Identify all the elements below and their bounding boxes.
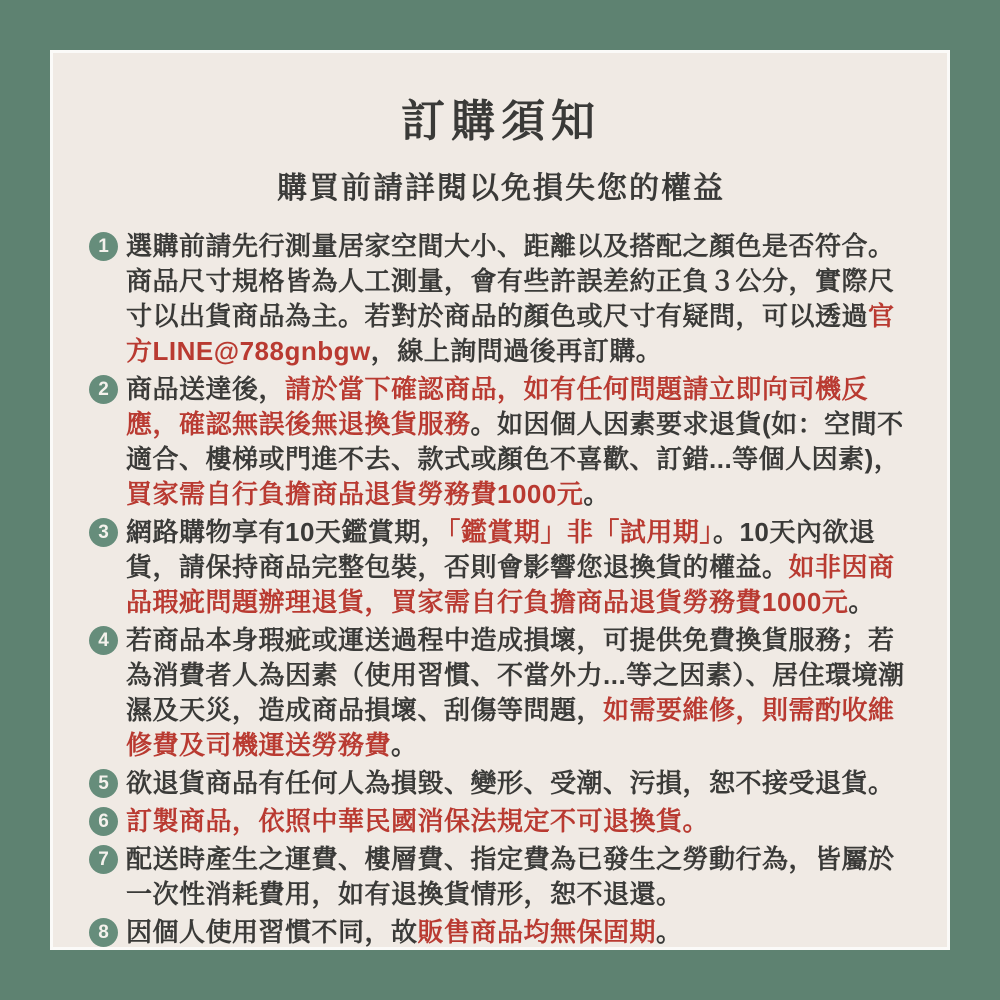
notice-segment: 欲退貨商品有任何人為損毀、變形、受潮、污損，恕不接受退貨。 — [126, 768, 895, 798]
notice-segment: 商品送達後， — [126, 374, 286, 404]
notice-segment: 如需要維修，則需酌收維修費及司機運送勞務費 — [126, 695, 895, 760]
notice-segment: 「鑑賞期」非「試用期」 — [447, 517, 713, 547]
notice-number-badge — [89, 518, 118, 547]
notice-segment: 訂製商品，依照中華民國消保法規定不可退換貨。 — [126, 806, 710, 836]
notice-segment: 若商品本身瑕疵或運送過程中造成損壞，可提供免費換貨服務；若為消費者人為因素（使用習慣、不當外力...等之因素）、居住環境潮濕及天災，造成商品損壞、刮傷等問題， — [126, 625, 905, 725]
notice-segment: 。 — [848, 587, 875, 617]
notice-segment: ，線上詢問過後再訂購。 — [370, 336, 663, 366]
notice-segment: 。10天內欲退貨，請保持商品完整包裝，否則會影響您退換貨的權益。 — [126, 517, 876, 582]
notice-item — [89, 515, 913, 620]
notice-number-badge — [89, 769, 118, 798]
notice-item — [89, 842, 913, 912]
notice-number-badge — [89, 626, 118, 655]
notice-segment: 。 — [656, 917, 683, 947]
notice-segment: 。如因個人因素要求退貨(如：空間不適合、樓梯或門進不去、款式或顏色不喜歡、訂錯...等個人因素)， — [126, 409, 904, 474]
notice-number: 6 — [98, 811, 109, 832]
notice-item — [89, 804, 913, 839]
notice-text — [126, 372, 913, 512]
notice-segment: 配送時產生之運費、樓層費、指定費為已發生之勞動行為，皆屬於一次性消耗費用，如有退換貨情形，恕不退還。 — [126, 844, 895, 909]
notice-segment: 買家需自行負擔商品退貨勞務費1000元 — [126, 479, 584, 509]
notice-segment: 官方LINE@788gnbgw — [126, 301, 895, 366]
notice-item — [89, 372, 913, 512]
notice-number: 4 — [98, 630, 109, 651]
notice-number-badge — [89, 845, 118, 874]
notice-segment: 選購前請先行測量居家空間大小、距離以及搭配之顏色是否符合。商品尺寸規格皆為人工測量，會有些許誤差約正負３公分，實際尺寸以出貨商品為主。若對於商品的顏色或尺寸有疑問，可以透過 — [126, 231, 895, 331]
notice-text — [126, 804, 913, 839]
notice-number-badge — [89, 375, 118, 404]
notice-segment: 。 — [391, 730, 418, 760]
notice-item — [89, 915, 913, 950]
notice-panel — [50, 50, 950, 950]
notice-segment: 如非因商品瑕疵問題辦理退貨，買家需自行負擔商品退貨勞務費1000元 — [126, 552, 895, 617]
notice-segment: 因個人使用習慣不同，故 — [126, 917, 418, 947]
notice-segment: 網路購物享有10天鑑賞期， — [126, 517, 448, 547]
notice-segment: 請於當下確認商品，如有任何問題請立即向司機反應，確認無誤後無退換貨服務 — [126, 374, 869, 439]
notice-number: 1 — [98, 236, 109, 257]
notice-item — [89, 766, 913, 801]
notice-text — [126, 229, 913, 369]
notice-segment: 販售商品均無保固期 — [417, 917, 657, 947]
notice-text — [126, 766, 913, 801]
notice-list — [89, 229, 913, 950]
page-subtitle: 購買前請詳閱以免損失您的權益 — [277, 172, 725, 205]
notice-item — [89, 229, 913, 369]
notice-number-badge — [89, 918, 118, 947]
notice-number: 3 — [98, 522, 109, 543]
notice-number: 7 — [98, 849, 109, 870]
notice-number: 2 — [98, 379, 109, 400]
notice-text — [126, 842, 913, 912]
notice-number-badge — [89, 807, 118, 836]
notice-text — [126, 915, 913, 950]
notice-number: 8 — [98, 922, 109, 943]
notice-item — [89, 623, 913, 763]
notice-segment: 。 — [583, 479, 610, 509]
notice-text — [126, 515, 913, 620]
notice-number-badge — [89, 232, 118, 261]
page-title: 訂購須知 — [401, 97, 601, 146]
notice-text — [126, 623, 913, 763]
notice-number: 5 — [98, 773, 109, 794]
